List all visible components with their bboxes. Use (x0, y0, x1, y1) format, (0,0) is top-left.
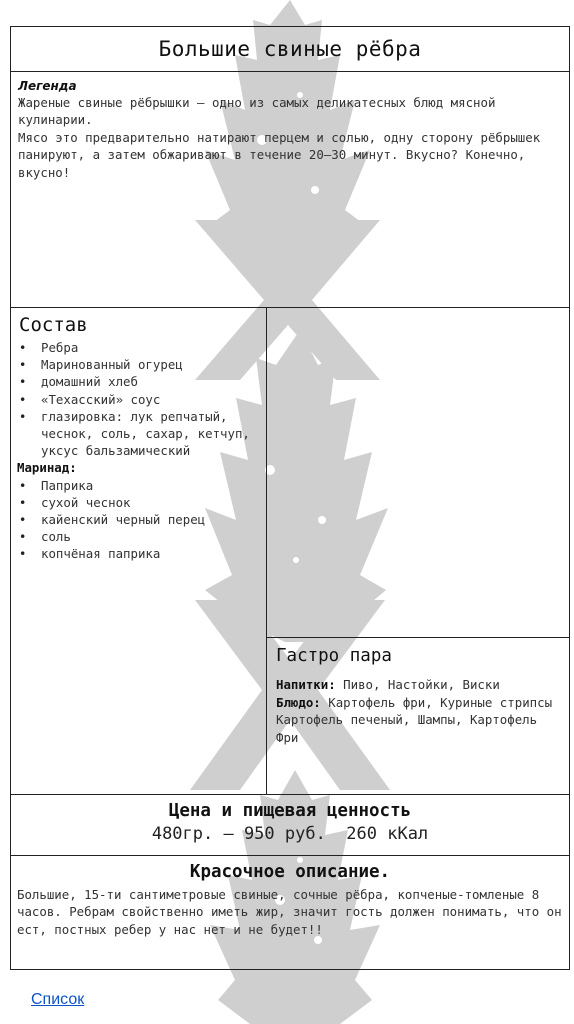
legend-text: Жареные свиные рёбрышки – одно из самых деликатесных блюд мясной кулинарии. Мясо это предварительно натирают перцем и солью, одну сторону рёбрышек панируют, а затем обжаривают в течение 20–30 минут. Вкусно? Конечно, вкусно! (18, 95, 541, 180)
description-text: Большие, 15-ти сантиметровые свиные, сочные рёбра, копченые-томленые 8 часов. Ребрам свойственно иметь жир, значит гость должен понимать, что он ест, постных ребер у нас нет и не будет!! (17, 887, 562, 937)
legend-heading: Легенда (18, 79, 77, 93)
ingredients-list (17, 339, 260, 459)
list-item: • кайенский черный перец (17, 511, 260, 528)
list-item: • копчёная паприка (17, 545, 260, 562)
drinks-value: Пиво, Настойки, Виски (343, 677, 500, 692)
dish-label: Блюдо: (276, 694, 321, 710)
list-item: • сухой чеснок (17, 494, 260, 511)
price-heading: Цена и пищевая ценность (168, 801, 412, 821)
list-item: • Паприка (17, 477, 260, 494)
description-heading: Красочное описание. (189, 862, 391, 882)
page-title: Большие свиные рёбра (158, 37, 422, 61)
dish-value: Картофель фри, Куриные стрипсы Картофель печеный, Шампы, Картофель Фри (276, 694, 553, 745)
list-item: • Маринованный огурец (17, 356, 260, 373)
gastro-drinks (276, 676, 560, 694)
list-item: • домашний хлеб (17, 373, 260, 390)
price-section (10, 794, 570, 856)
list-link[interactable]: Список (31, 991, 85, 1008)
image-placeholder (266, 307, 570, 638)
title-box (10, 26, 570, 72)
list-item: • «Техасский» соус (17, 391, 260, 408)
list-item: • Ребра (17, 339, 260, 356)
drinks-label: Напитки: (276, 677, 336, 692)
price-value: 480гр. – 950 руб. 260 кКал (151, 824, 429, 844)
legend-section (10, 71, 570, 308)
list-item: • соль (17, 528, 260, 545)
marinade-list (17, 477, 260, 563)
gastro-dish (276, 694, 560, 747)
ingredients-section (10, 307, 267, 795)
gastro-heading: Гастро пара (276, 646, 392, 666)
ingredients-heading: Состав (19, 314, 88, 336)
marinade-heading: Маринад: (17, 460, 77, 476)
gastro-pair-section (266, 637, 570, 795)
description-section (10, 855, 570, 970)
list-item: • глазировка: лук репчатый, чеснок, соль, сахар, кетчуп, уксус бальзамический (17, 408, 260, 460)
